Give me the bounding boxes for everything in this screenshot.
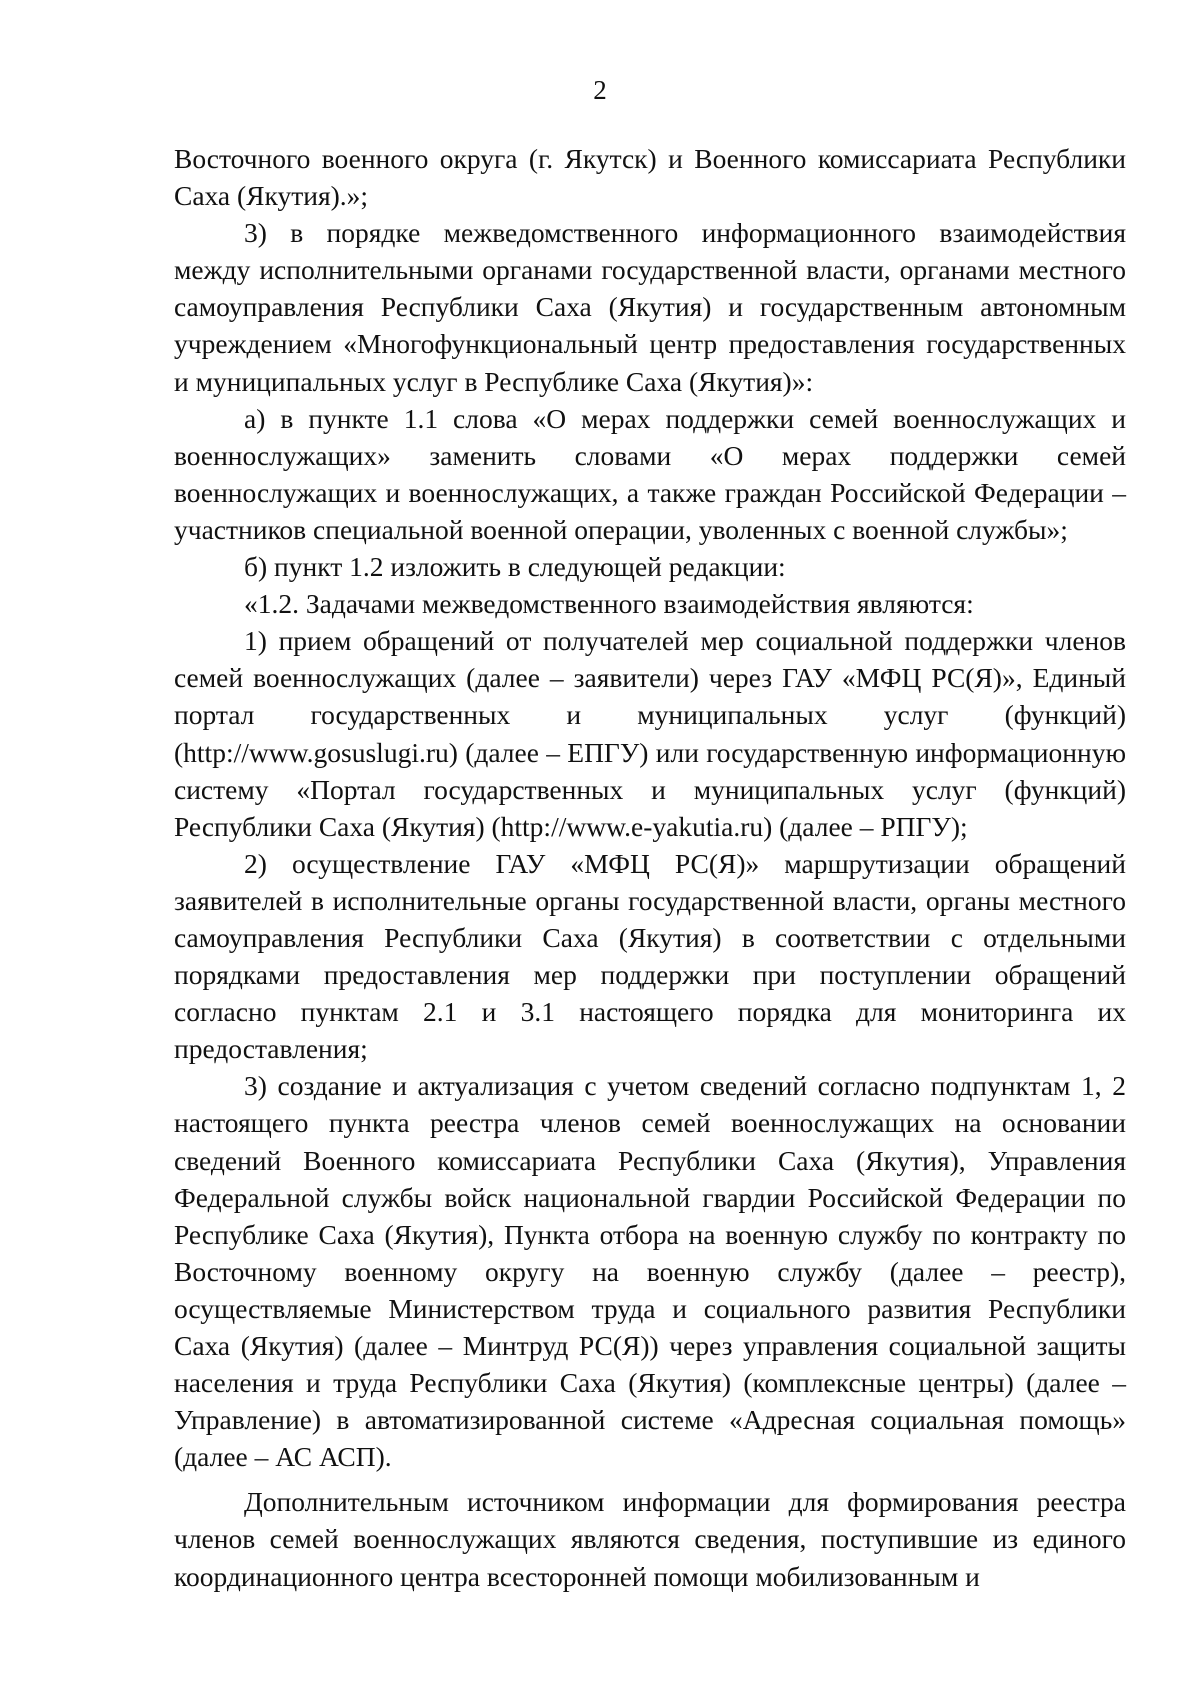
document-body [174,140,1126,1595]
paragraph-subitem-a: а) в пункте 1.1 слова «О мерах поддержки семей военнослужащих и военнослужащих» заменить словами «О мерах поддержки семей военнослужащих и военнослужащих, а также граждан Российской Федерации – участников специальной военной операции, уволенных с военной службы»; [174,402,1126,545]
paragraph-subitem-b: б) пункт 1.2 изложить в следующей редакции: [244,551,786,583]
paragraph-section-1-2: «1.2. Задачами межведомственного взаимодействия являются: [244,588,974,620]
paragraph-continuation: Восточного военного округа (г. Якутск) и Военного комиссариата Республики Саха (Якутия).»; [174,143,1126,212]
paragraph-task-2: 2) осуществление ГАУ «МФЦ РС(Я)» маршрутизации обращений заявителей в исполнительные органы государственной власти, органы местного самоуправления Республики Саха (Якутия) в соответствии с отдельными порядками предоставления мер поддержки при поступлении обращений согласно пунктам 2.1 и 3.1 настоящего порядка для мониторинга их предоставления; [174,847,1126,1065]
paragraph-item-3: 3) в порядке межведомственного информационного взаимодействия между исполнительными органами государственной власти, органами местного самоуправления Республики Саха (Якутия) и государственным автономным учреждением «Многофункциональный центр предоставления государственных и муниципальных услуг в Республике Саха (Якутия)»: [174,217,1126,397]
paragraph-task-1: 1) прием обращений от получателей мер социальной поддержки членов семей военнослужащих (далее – заявители) через ГАУ «МФЦ РС(Я)», Единый портал государственных и муниципальных услуг (функций) (http://www.gosuslugi.ru) (далее – ЕПГУ) или государственную информационную систему «Портал государственных и муниципальных услуг (функций) Республики Саха (Якутия) (http://www.e-yakutia.ru) (далее – РПГУ); [174,625,1126,842]
paragraph-task-3: 3) создание и актуализация с учетом сведений согласно подпунктам 1, 2 настоящего пункта реестра членов семей военнослужащих на основании сведений Военного комиссариата Республики Саха (Якутия), Управления Федеральной службы войск национальной гвардии Российской Федерации по Республике Саха (Якутия), Пункта отбора на военную службу по контракту по Восточному военному округу на военную службу (далее – реестр), осуществляемые Министерством труда и социального развития Республики Саха (Якутия) (далее – Минтруд РС(Я)) через управления социальной защиты населения и труда Республики Саха (Якутия) (комплексные центры) (далее – Управление) в автоматизированной системе «Адресная социальная помощь» (далее – АС АСП). [174,1070,1126,1473]
paragraph-additional-source: Дополнительным источником информации для формирования реестра членов семей военнослужащих являются сведения, поступившие из единого координационного центра всесторонней помощи мобилизованным и [174,1486,1126,1592]
page-number: 2 [593,75,607,105]
